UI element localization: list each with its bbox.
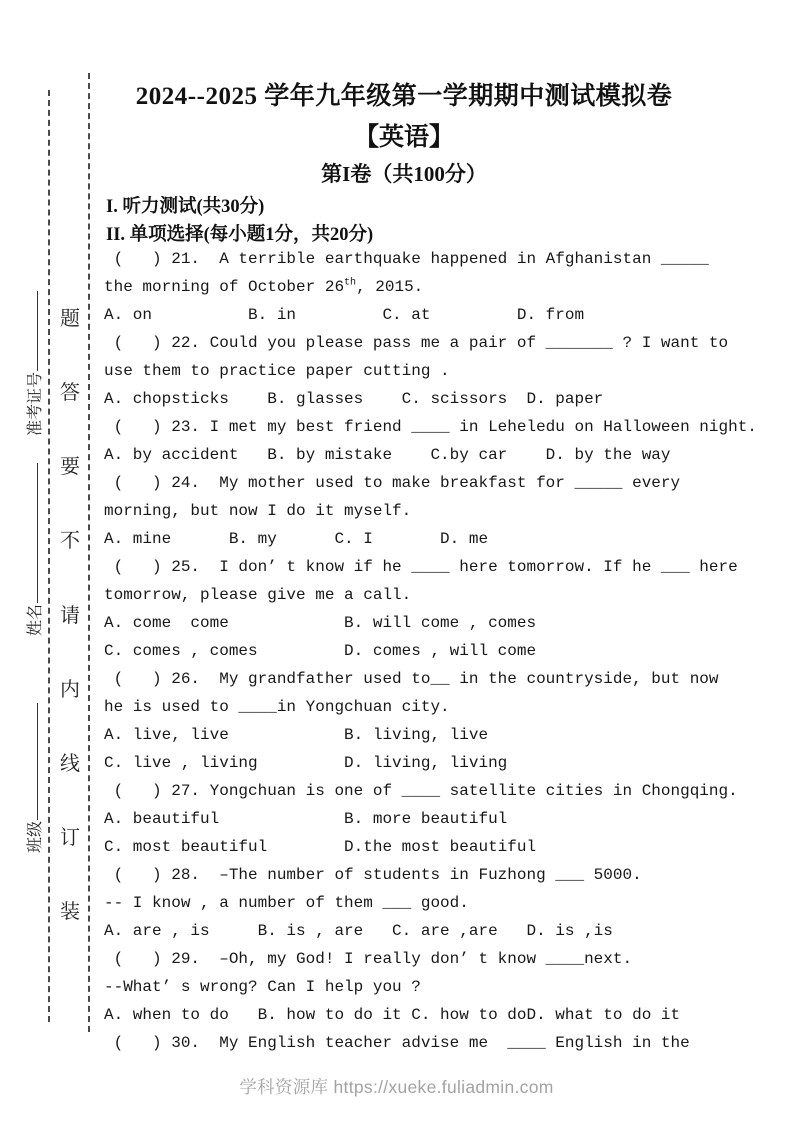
exam-number-blank-line (34, 291, 38, 371)
exam-number-label: 准考证号 (27, 371, 44, 436)
question-line: C. live , living D. living, living (104, 754, 508, 772)
question-line: he is used to ____in Yongchuan city. (104, 698, 450, 716)
question-line: A. beautiful B. more beautiful (104, 810, 508, 828)
question-line: A. chopsticks B. glasses C. scissors D. paper (104, 390, 604, 408)
binding-instruction-char: 内 (60, 678, 80, 701)
question-line: A. mine B. my C. I D. me (104, 530, 489, 548)
binding-dashed-line-left (48, 90, 50, 1022)
question-line: A. are , is B. is , are C. are ,are D. is ,is (104, 922, 613, 940)
question-line: use them to practice paper cutting . (104, 362, 450, 380)
binding-instruction-char: 答 (60, 382, 80, 405)
question-line: the morning of October 26th, 2015. (104, 277, 424, 296)
exam-title: 2024--2025 学年九年级第一学期期中测试模拟卷 (135, 83, 673, 110)
question-line: C. most beautiful D.the most beautiful (104, 838, 537, 856)
student-name-label: 姓名 (27, 603, 44, 636)
question-line: C. comes , comes D. comes , will come (104, 642, 537, 660)
question-lines (104, 245, 757, 1057)
question-line: ( ) 28. –The number of students in Fuzhong ___ 5000. (104, 866, 642, 884)
question-line: ( ) 26. My grandfather used to__ in the countryside, but now (104, 670, 719, 688)
question-line: ( ) 23. I met my best friend ____ in Leheledu on Halloween night. (104, 418, 757, 436)
class-field (26, 703, 46, 853)
section-multiple-choice-heading: II. 单项选择(每小题1分，共20分) (106, 225, 374, 245)
question-line: ( ) 24. My mother used to make breakfast for _____ every (104, 474, 681, 492)
binding-instruction-char: 线 (60, 752, 80, 775)
question-line: morning, but now I do it myself. (104, 502, 412, 520)
question-line: ( ) 22. Could you please pass me a pair of _______ ? I want to (104, 334, 729, 352)
binding-instruction-char: 装 (60, 901, 80, 923)
section-listening-heading: I. 听力测试(共30分) (106, 197, 265, 217)
question-line: --What’ s wrong? Can I help you ? (104, 978, 421, 996)
student-name-blank-line (34, 463, 38, 603)
binding-dashed-line-right (88, 73, 90, 1032)
binding-instruction-char: 订 (60, 826, 80, 849)
binding-instruction-column (57, 302, 83, 924)
question-line: ( ) 21. A terrible earthquake happened in Afghanistan _____ (104, 250, 709, 268)
question-line: A. when to do B. how to do it C. how to doD. what to do it (104, 1006, 681, 1024)
question-line: ( ) 27. Yongchuan is one of ____ satellite cities in Chongqing. (104, 782, 738, 800)
question-line: tomorrow, please give me a call. (104, 586, 412, 604)
exam-subject-title: 【英语】 (353, 124, 454, 151)
class-blank-line (34, 703, 38, 820)
question-line: ( ) 29. –Oh, my God! I really don’ t know ____next. (104, 950, 633, 968)
question-line: -- I know , a number of them ___ good. (104, 894, 469, 912)
student-name-field (26, 463, 46, 636)
question-line: A. by accident B. by mistake C.by car D. by the way (104, 446, 671, 464)
binding-instruction-char: 要 (60, 456, 80, 479)
class-label: 班级 (27, 820, 44, 853)
question-line: ( ) 25. I don’ t know if he ____ here tomorrow. If he ___ here (104, 558, 738, 576)
source-watermark: 学科资源库 https://xueke.fuliadmin.com (239, 1077, 554, 1097)
paper-part-heading: 第I卷（共100分） (321, 162, 487, 186)
binding-instruction-char: 题 (60, 308, 80, 330)
question-line: A. on B. in C. at D. from (104, 306, 585, 324)
question-line: A. live, live B. living, live (104, 726, 489, 744)
question-line: A. come come B. will come , comes (104, 614, 537, 632)
binding-instruction-char: 请 (60, 604, 80, 627)
question-line: ( ) 30. My English teacher advise me ____ English in the (104, 1034, 690, 1052)
exam-number-field (26, 291, 46, 436)
binding-instruction-char: 不 (60, 530, 80, 553)
